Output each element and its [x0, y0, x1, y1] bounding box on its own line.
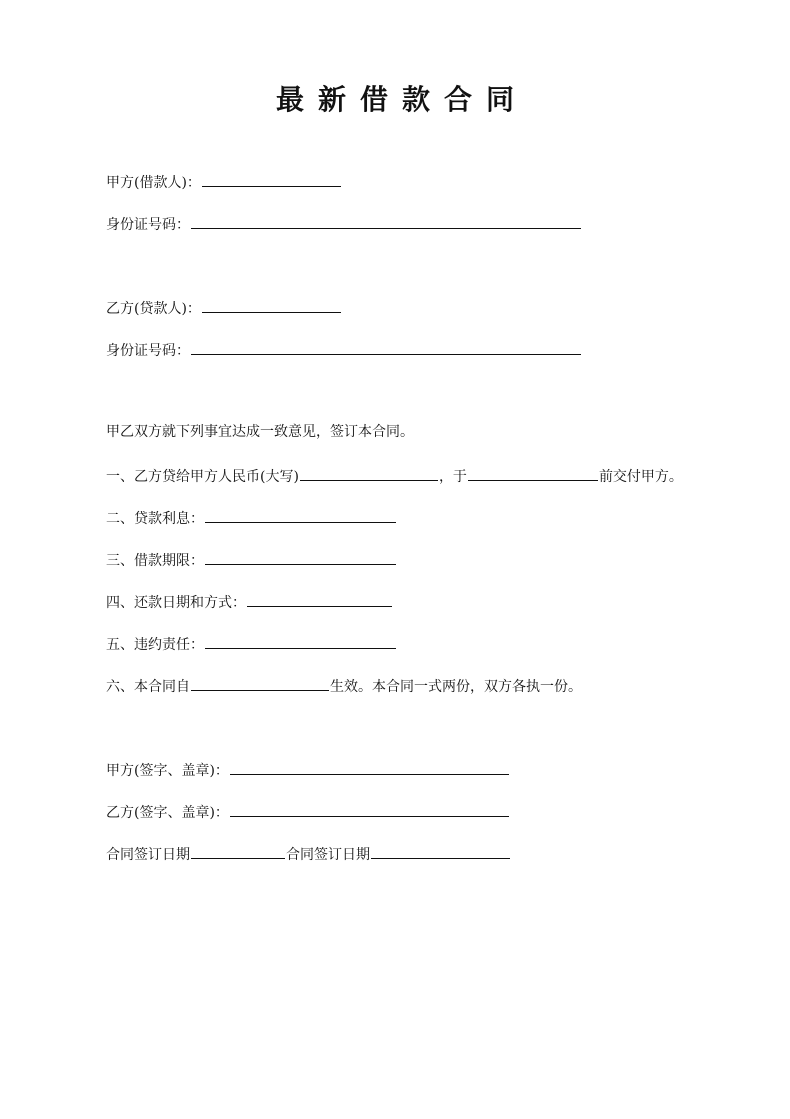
clause-1 — [106, 464, 683, 487]
loan-amount-field[interactable] — [300, 464, 438, 481]
party-a-id-field[interactable] — [191, 212, 581, 229]
clause-5-label: 五、违约责任： — [106, 637, 204, 653]
clause-1-suffix: 前交付甲方。 — [598, 469, 683, 485]
delivery-date-field[interactable] — [468, 464, 598, 481]
signing-date-label-1: 合同签订日期 — [106, 847, 190, 863]
party-b-name-label: 乙方(贷款人)： — [106, 301, 201, 317]
party-b-signature-row — [106, 800, 510, 823]
party-b-name-row — [106, 296, 342, 319]
party-b-id-label: 身份证号码： — [106, 343, 190, 359]
party-a-name-field[interactable] — [202, 170, 341, 187]
party-a-signature-row — [106, 758, 510, 781]
clause-2 — [106, 506, 397, 529]
clause-1-prefix: 一、乙方贷给甲方人民币(大写) — [106, 469, 299, 485]
party-a-name-row — [106, 170, 342, 193]
party-b-id-row — [106, 338, 582, 361]
signing-date-row — [106, 842, 511, 865]
effective-date-field[interactable] — [191, 674, 329, 691]
repayment-field[interactable] — [247, 590, 392, 607]
clause-5 — [106, 632, 397, 655]
intro-text: 甲乙双方就下列事宜达成一致意见，签订本合同。 — [106, 424, 414, 440]
party-b-id-field[interactable] — [191, 338, 581, 355]
clause-3 — [106, 548, 397, 571]
clause-3-label: 三、借款期限： — [106, 553, 204, 569]
party-a-name-label: 甲方(借款人)： — [106, 175, 201, 191]
party-b-signature-field[interactable] — [230, 800, 509, 817]
party-a-id-row — [106, 212, 582, 235]
term-field[interactable] — [205, 548, 396, 565]
clause-6 — [106, 674, 582, 697]
interest-field[interactable] — [205, 506, 396, 523]
clause-2-label: 二、贷款利息： — [106, 511, 204, 527]
party-b-signature-label: 乙方(签字、盖章)： — [106, 805, 229, 821]
party-a-id-label: 身份证号码： — [106, 217, 190, 233]
clause-6-prefix: 六、本合同自 — [106, 679, 190, 695]
liability-field[interactable] — [205, 632, 396, 649]
clause-4 — [106, 590, 393, 613]
signing-date-label-2: 合同签订日期 — [286, 847, 370, 863]
party-a-signature-field[interactable] — [230, 758, 509, 775]
clause-6-suffix: 生效。本合同一式两份，双方各执一份。 — [330, 679, 582, 695]
document-title: 最新借款合同 — [275, 83, 528, 116]
clause-1-middle: ，于 — [438, 469, 467, 485]
clause-4-label: 四、还款日期和方式： — [106, 595, 246, 611]
signing-date-field-2[interactable] — [371, 842, 510, 859]
signing-date-field-1[interactable] — [191, 842, 285, 859]
party-a-signature-label: 甲方(签字、盖章)： — [106, 763, 229, 779]
party-b-name-field[interactable] — [202, 296, 341, 313]
